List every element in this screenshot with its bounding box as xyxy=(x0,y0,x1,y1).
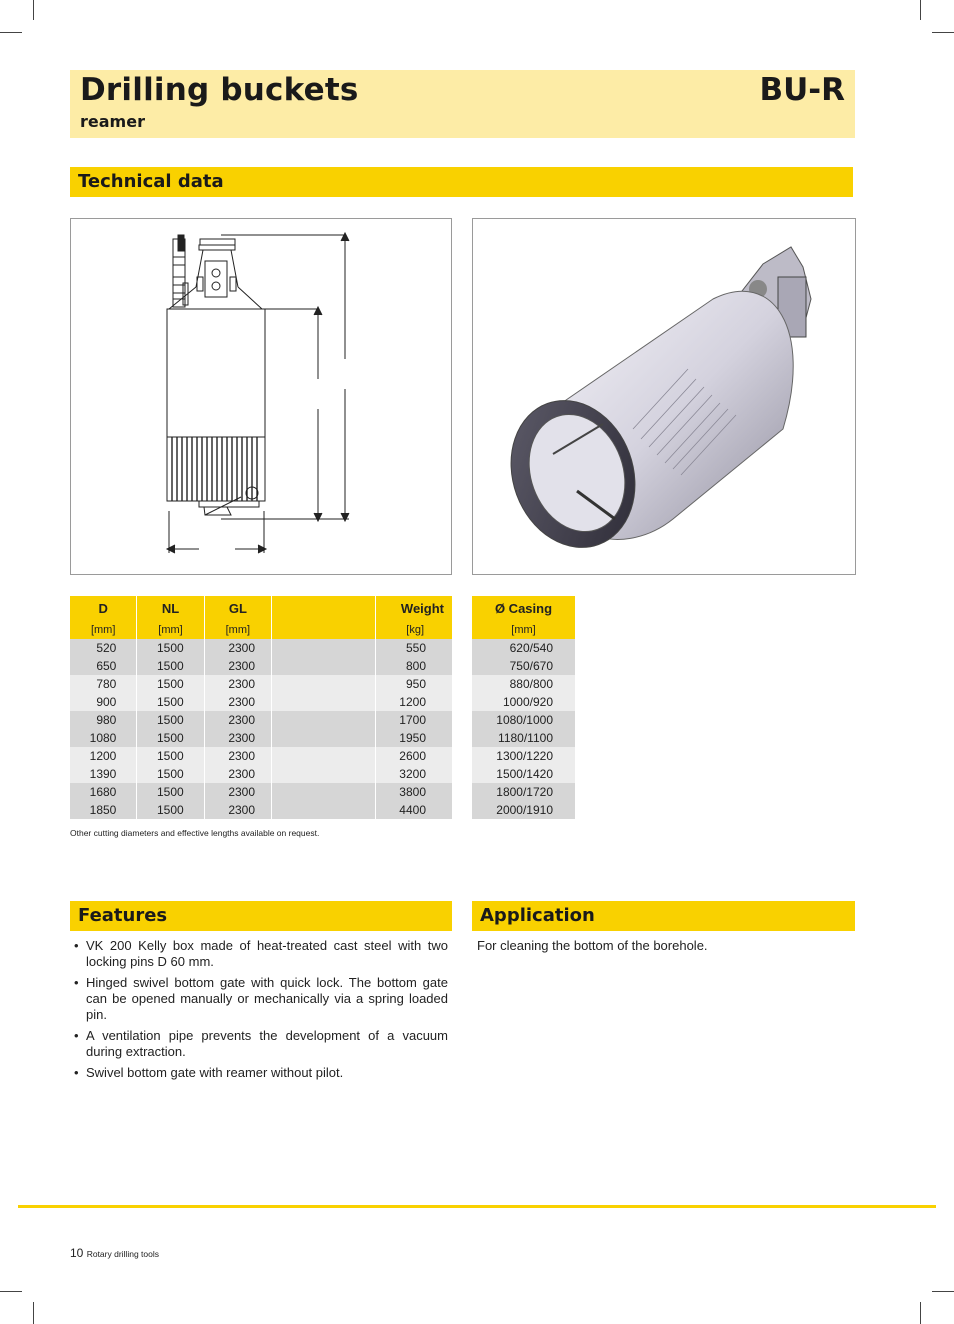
table-cell xyxy=(272,783,376,801)
table-row xyxy=(70,675,452,693)
title-bar xyxy=(70,70,855,138)
table-cell: 780 xyxy=(70,675,137,693)
table-cell: 2000/1910 xyxy=(472,801,575,819)
application-text: For cleaning the bottom of the borehole. xyxy=(477,938,708,953)
crop-mark xyxy=(920,1302,921,1324)
list-item: • VK 200 Kelly box made of heat-treated cast steel with two locking pins D 60 mm. xyxy=(70,938,448,970)
table-cell: 1500/1420 xyxy=(472,765,575,783)
table-body xyxy=(70,639,452,819)
list-item: • A ventilation pipe prevents the development of a vacuum during extraction. xyxy=(70,1028,448,1060)
table-cell xyxy=(272,675,376,693)
table-row xyxy=(70,639,452,657)
unit-cell: [mm] xyxy=(204,621,271,639)
crop-mark xyxy=(33,1302,34,1324)
crop-mark xyxy=(0,1291,22,1292)
table-cell: 1390 xyxy=(70,765,137,783)
footer-label: Rotary drilling tools xyxy=(86,1249,159,1259)
list-item: • Swivel bottom gate with reamer without pilot. xyxy=(70,1065,448,1081)
table-note: Other cutting diameters and effective lengths available on request. xyxy=(70,828,320,838)
product-render xyxy=(472,218,856,575)
crop-mark xyxy=(33,0,34,20)
table-row xyxy=(70,657,452,675)
table-cell: 2300 xyxy=(204,711,271,729)
table-cell: 2300 xyxy=(204,747,271,765)
table-cell xyxy=(272,801,376,819)
table-cell: 2300 xyxy=(204,783,271,801)
table-cell: 2300 xyxy=(204,657,271,675)
table-cell: 750/670 xyxy=(472,657,575,675)
page-subtitle: reamer xyxy=(80,112,145,131)
col-header-d: D xyxy=(70,596,137,621)
table-cell: 2600 xyxy=(375,747,452,765)
unit-cell: [mm] xyxy=(70,621,137,639)
table-row xyxy=(472,693,575,711)
table-cell: 980 xyxy=(70,711,137,729)
table-cell: 1500 xyxy=(137,693,204,711)
table-cell: 1500 xyxy=(137,729,204,747)
features-header xyxy=(70,901,452,931)
table-cell xyxy=(272,657,376,675)
table-row xyxy=(70,729,452,747)
table-cell: 1950 xyxy=(375,729,452,747)
table-cell: 550 xyxy=(375,639,452,657)
table-cell: 1500 xyxy=(137,783,204,801)
col-header-blank xyxy=(272,596,376,621)
table-row xyxy=(472,801,575,819)
table-row xyxy=(70,765,452,783)
table-cell: 3200 xyxy=(375,765,452,783)
table-row xyxy=(472,765,575,783)
table-row xyxy=(472,729,575,747)
table-row xyxy=(70,693,452,711)
crop-mark xyxy=(932,1291,954,1292)
table-row xyxy=(472,711,575,729)
table-cell: 1500 xyxy=(137,711,204,729)
table-cell: 650 xyxy=(70,657,137,675)
table-row xyxy=(472,639,575,657)
table-cell: 620/540 xyxy=(472,639,575,657)
page-number: 10 xyxy=(70,1246,84,1260)
table-cell: 1500 xyxy=(137,801,204,819)
table-header-row xyxy=(70,596,452,621)
page-title: Drilling buckets xyxy=(80,72,359,108)
table-cell: 2300 xyxy=(204,765,271,783)
table-row xyxy=(472,657,575,675)
table-cell: 520 xyxy=(70,639,137,657)
table-cell: 1500 xyxy=(137,657,204,675)
table-cell: 1700 xyxy=(375,711,452,729)
col-header-nl: NL xyxy=(137,596,204,621)
table-cell: 1200 xyxy=(70,747,137,765)
table-unit-row xyxy=(70,621,452,639)
casing-table xyxy=(472,596,575,819)
table-cell: 950 xyxy=(375,675,452,693)
render-svg xyxy=(473,219,855,574)
table-cell: 4400 xyxy=(375,801,452,819)
footer xyxy=(70,1246,159,1260)
table-cell: 1300/1220 xyxy=(472,747,575,765)
table-cell: 1800/1720 xyxy=(472,783,575,801)
table-cell: 2300 xyxy=(204,729,271,747)
table-cell: 1500 xyxy=(137,639,204,657)
table-cell: 1000/920 xyxy=(472,693,575,711)
casing-body xyxy=(472,639,575,819)
table-cell: 2300 xyxy=(204,639,271,657)
table-row xyxy=(70,711,452,729)
technical-drawing xyxy=(70,218,452,575)
application-title: Application xyxy=(480,905,595,926)
unit-cell: [kg] xyxy=(375,621,452,639)
col-header-gl: GL xyxy=(204,596,271,621)
table-cell: 1680 xyxy=(70,783,137,801)
specs-table xyxy=(70,596,452,819)
technical-data-header xyxy=(70,167,853,197)
table-cell: 1200 xyxy=(375,693,452,711)
table-cell xyxy=(272,729,376,747)
table-cell: 1080 xyxy=(70,729,137,747)
unit-cell xyxy=(272,621,376,639)
casing-header-row xyxy=(472,596,575,621)
table-cell: 1850 xyxy=(70,801,137,819)
table-cell: 1500 xyxy=(137,675,204,693)
table-row xyxy=(472,747,575,765)
col-header-weight: Weight xyxy=(375,596,452,621)
table-cell: 1500 xyxy=(137,747,204,765)
technical-data-title: Technical data xyxy=(78,171,224,192)
table-cell xyxy=(272,765,376,783)
table-cell: 2300 xyxy=(204,801,271,819)
unit-cell: [mm] xyxy=(472,621,575,639)
crop-mark xyxy=(920,0,921,20)
application-header xyxy=(472,901,855,931)
casing-unit-row xyxy=(472,621,575,639)
table-cell: 2300 xyxy=(204,675,271,693)
table-row xyxy=(70,783,452,801)
table-cell: 1500 xyxy=(137,765,204,783)
table-cell: 1180/1100 xyxy=(472,729,575,747)
table-cell: 2300 xyxy=(204,693,271,711)
table-cell xyxy=(272,711,376,729)
table-cell: 3800 xyxy=(375,783,452,801)
unit-cell: [mm] xyxy=(137,621,204,639)
table-cell: 880/800 xyxy=(472,675,575,693)
col-header-casing: Ø Casing xyxy=(472,596,575,621)
list-item: • Hinged swivel bottom gate with quick lock. The bottom gate can be opened manually or mechanically via a spring loaded pin. xyxy=(70,975,448,1023)
table-cell xyxy=(272,747,376,765)
crop-mark xyxy=(0,32,22,33)
drawing-svg xyxy=(71,219,451,574)
table-row xyxy=(70,801,452,819)
crop-mark xyxy=(932,32,954,33)
features-list xyxy=(70,938,448,1086)
features-title: Features xyxy=(78,905,168,926)
table-cell xyxy=(272,693,376,711)
table-cell: 1080/1000 xyxy=(472,711,575,729)
product-code: BU-R xyxy=(759,72,845,108)
table-row xyxy=(472,783,575,801)
table-cell: 900 xyxy=(70,693,137,711)
table-cell xyxy=(272,639,376,657)
footer-divider xyxy=(18,1205,936,1208)
table-row xyxy=(472,675,575,693)
table-row xyxy=(70,747,452,765)
table-cell: 800 xyxy=(375,657,452,675)
